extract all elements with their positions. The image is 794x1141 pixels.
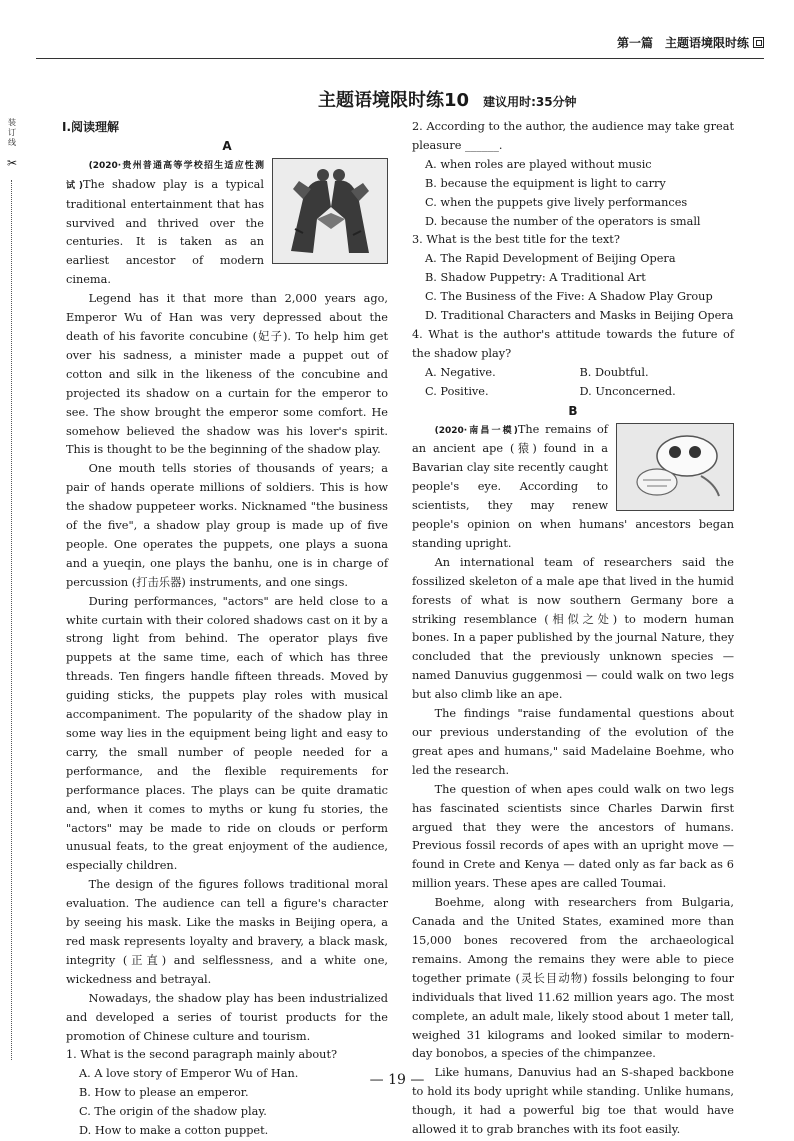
question-2-option-d[interactable]: D. because the number of the operators is small <box>425 214 701 228</box>
question-1-option-a[interactable]: A. A love story of Emperor Wu of Han. <box>79 1067 299 1081</box>
passage-b-paragraph-5: Boehme, along with researchers from Bulgaria, Canada and the United States, examined more than 15,000 bones recovered from the archaeological remains. Among the remains they were able to piece together primate (灵长目动物) fossils belonging to four individuals that lived 11.62 million years ago. The most complete, an adult male, likely stood about 1 meter tall, weighed 31 kilograms and looked similar to modern-day bonobos, a species of the chimpanzee. <box>412 896 734 1061</box>
question-4-option-b[interactable]: B. Doubtful. <box>579 365 649 379</box>
left-column <box>62 118 388 1141</box>
question-4-option-a[interactable]: A. Negative. <box>425 365 496 379</box>
question-3-option-a[interactable]: A. The Rapid Development of Beijing Opera <box>425 252 676 266</box>
passage-a-label: A <box>222 138 232 153</box>
passage-b-paragraph-6: Like humans, Danuvius had an S-shaped backbone to hold its body upright while standing. Unlike humans, though, it had a powerful big toe that would have allowed it to grab branches with its foot easily. <box>412 1066 734 1137</box>
right-column <box>412 118 734 1140</box>
scissors-icon: ✂ <box>6 156 18 170</box>
question-4-stem: 4. What is the author's attitude towards the future of the shadow play? <box>412 327 734 360</box>
question-4-option-c[interactable]: C. Positive. <box>425 384 489 398</box>
question-2-option-c[interactable]: C. when the puppets give lively performances <box>425 195 688 209</box>
passage-a-paragraph-4: During performances, "actors" are held close to a white curtain with their colored shadows cast on it by a strong light from behind. The operator plays five puppets at the same time, each of which has three threads. Ten fingers handle fifteen threads. Moved by guiding sticks, the puppets play roles with musical accompaniment. The popularity of the shadow play in some way lies in the equipment being light and easy to carry, the small number of people needed for a performance, and the flexible requirements for performance places. The plays can be quite dramatic and, when it comes to myths or kung fu stories, the "actors" may be made to ride on clouds or perform unusual feats, to the great enjoyment of the audience, especially children. <box>66 594 388 873</box>
question-3-stem: 3. What is the best title for the text? <box>412 233 620 247</box>
passage-a-paragraph-5: The design of the figures follows traditional moral evaluation. The audience can tell a figure's character by seeing his mask. Like the masks in Beijing opera, a red mask represents loyalty and bravery, a black mask, integrity (正直) and selflessness, and a white one, wickedness and betrayal. <box>66 878 388 986</box>
question-2-option-a[interactable]: A. when roles are played without music <box>425 157 652 171</box>
question-1-option-c[interactable]: C. The origin of the shadow play. <box>79 1105 267 1119</box>
question-4-options-row-2 <box>425 383 734 402</box>
page-title <box>318 86 577 112</box>
question-1-option-d[interactable]: D. How to make a cotton puppet. <box>79 1124 269 1138</box>
binding-dotted-line <box>11 180 12 1060</box>
question-3-option-b[interactable]: B. Shadow Puppetry: A Traditional Art <box>425 271 646 285</box>
binding-text: 装订线 <box>8 118 16 147</box>
passage-b-paragraph-4: The question of when apes could walk on two legs has fascinated scientists since Charles Darwin first argued that they were the ancestors of humans. Previous fossil records of apes with an upright move — found in Crete and Kenya — dated only as far back as 6 million years. These apes are called Toumai. <box>412 782 734 891</box>
running-header-text: 第一篇 主题语境限时练 <box>616 36 749 50</box>
title-suggested-time: 建议用时:35分钟 <box>483 95 577 109</box>
question-2-option-b[interactable]: B. because the equipment is light to carry <box>425 176 666 190</box>
question-3-option-d[interactable]: D. Traditional Characters and Masks in Beijing Opera <box>425 309 734 323</box>
passage-b-source: (2020·南昌一模) <box>434 425 518 436</box>
title-main: 主题语境限时练10 <box>318 90 470 111</box>
shadow-puppet-image <box>272 158 388 264</box>
passage-a-paragraph-2: Legend has it that more than 2,000 years ago, Emperor Wu of Han was very depressed about the death of his favorite concubine (妃子). To help him get over his sadness, a minister made a puppet out of cotton and silk in the likeness of the concubine and projected its shadow on a curtain for the emperor to see. The show brought the emperor some comfort. He somehow believed the shadow was his lover's spirit. This is thought to be the beginning of the shadow play. <box>66 292 388 457</box>
header-rule <box>36 58 764 59</box>
section-label: Ⅰ.阅读理解 <box>62 120 120 134</box>
question-2-stem: 2. According to the author, the audience may take great pleasure ______. <box>412 120 734 152</box>
passage-b-paragraph-2: An international team of researchers said the fossilized skeleton of a male ape that lived in the humid forests of what is now southern Germany bore a striking resemblance (相似之处) to modern human bones. In a paper published by the journal Nature, they concluded that the previously unknown species — named Danuvius guggenmosi — could walk on two legs but also climb like an ape. <box>412 555 734 702</box>
ape-fossil-image <box>616 423 734 511</box>
binding-margin <box>5 118 19 168</box>
question-1-stem: 1. What is the second paragraph mainly about? <box>66 1048 338 1062</box>
passage-b-paragraph-1: (2020·南昌一模)The remains of an ancient ape (猿) found in a Bavarian clay site recently caught people's eye. According to scientists, they may renew people's opinion on when humans' ancestors began standing upright. <box>412 422 734 550</box>
passage-a-paragraph-1: (2020·贵州普通高等学校招生适应性测试)The shadow play is a typical traditional entertainment that has survived and thrived over the centuries. It is taken as an earliest ancestor of modern cinema. <box>66 160 264 287</box>
passage-b-paragraph-3: The findings "raise fundamental questions about our previous understanding of the evolution of the great apes and humans," said Madelaine Boehme, who led the research. <box>412 707 734 777</box>
square-icon <box>753 37 764 48</box>
question-4-options-row-1 <box>425 364 734 383</box>
passage-a-paragraph-6: Nowadays, the shadow play has been industrialized and developed a series of tourist products for the promotion of Chinese culture and tourism. <box>66 991 388 1043</box>
question-3-option-c[interactable]: C. The Business of the Five: A Shadow Play Group <box>425 290 713 304</box>
passage-b-label: B <box>568 403 578 418</box>
running-header <box>617 34 764 51</box>
passage-a-paragraph-3: One mouth tells stories of thousands of years; a pair of hands operate millions of soldiers. This is how the shadow puppeteer works. Nicknamed "the business of the five", a shadow play group is made up of five people. One operates the puppets, one plays a suona and a yueqin, one plays the banhu, one is in charge of percussion (打击乐器) instruments, and one sings. <box>66 462 388 589</box>
passage-a-source: (2020·贵州普通高等学校招生适应性测试) <box>66 160 264 191</box>
page-number: — 19 — <box>369 1072 425 1088</box>
question-4-option-d[interactable]: D. Unconcerned. <box>579 384 676 398</box>
question-1-option-b[interactable]: B. How to please an emperor. <box>79 1086 249 1100</box>
